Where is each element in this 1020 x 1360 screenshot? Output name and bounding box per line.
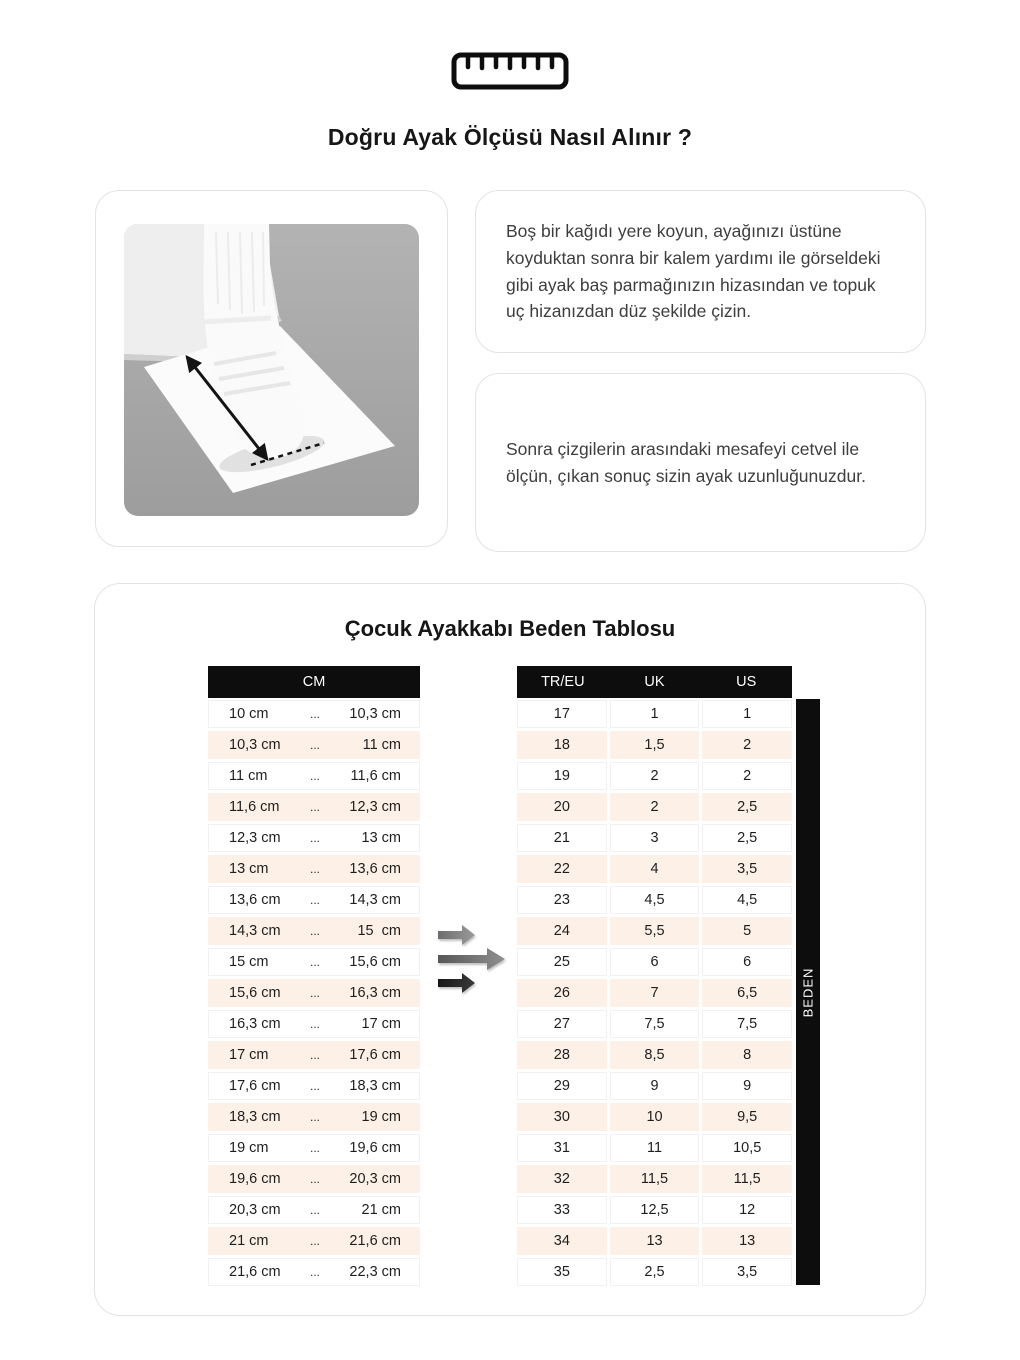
cm-to: 17,6 cm [349,1047,401,1063]
uk-cell: 12,5 [610,1196,700,1224]
size-table-row [517,1103,792,1131]
cm-from: 11 cm [229,768,268,784]
range-dots: ... [309,800,320,814]
cm-to: 16,3 cm [349,985,401,1001]
cm-from: 15 cm [229,954,269,970]
size-table-header-us: US [736,674,757,690]
us-cell: 2 [702,731,792,759]
size-table-row [517,1072,792,1100]
size-table-row [517,1041,792,1069]
us-cell: 10,5 [702,1134,792,1162]
treu-cell: 26 [517,979,607,1007]
cm-from: 19 cm [229,1140,269,1156]
uk-cell: 2,5 [610,1258,700,1286]
treu-cell: 25 [517,948,607,976]
instruction-text-1: Boş bir kağıdı yere koyun, ayağınızı üstüne koyduktan sonra bir kalem yardımı ile görseldeki gibi ayak baş parmağınızın hizasından ve topuk uç hizanızdan düz şekilde çizin. [506,221,881,322]
range-dots: ... [309,862,320,876]
range-dots: ... [309,1110,320,1124]
size-table-row [517,793,792,821]
cm-to: 10,3 cm [349,706,401,722]
cm-table-row [208,1010,420,1038]
cm-from: 17,6 cm [229,1078,281,1094]
cm-table-row [208,855,420,883]
size-table-row [517,948,792,976]
cm-to: 15 cm [357,923,401,939]
size-table-row [517,1010,792,1038]
range-dots: ... [309,955,320,969]
cm-table-row [208,979,420,1007]
cm-table-header: CM [208,666,420,698]
range-dots: ... [309,1234,320,1248]
range-dots: ... [309,831,320,845]
cm-table-row [208,762,420,790]
cm-to: 22,3 cm [349,1264,401,1280]
treu-cell: 24 [517,917,607,945]
range-dots: ... [309,924,320,938]
uk-cell: 6 [610,948,700,976]
cm-table [208,666,420,1286]
cm-table-row [208,824,420,852]
size-table [517,666,792,1286]
cm-from: 10,3 cm [229,737,281,753]
uk-cell: 8,5 [610,1041,700,1069]
size-table-row [517,700,792,728]
treu-cell: 19 [517,762,607,790]
range-dots: ... [309,1172,320,1186]
size-table-row [517,1165,792,1193]
cm-from: 20,3 cm [229,1202,281,1218]
range-dots: ... [309,1048,320,1062]
beden-side-bar [796,699,820,1285]
cm-to: 11,6 cm [350,768,401,784]
uk-cell: 11,5 [610,1165,700,1193]
cm-from: 14,3 cm [229,923,281,939]
cm-from: 10 cm [229,706,269,722]
cm-to: 20,3 cm [349,1171,401,1187]
us-cell: 6,5 [702,979,792,1007]
instruction-text-2: Sonra çizgilerin arasındaki mesafeyi cetvel ile ölçün, çıkan sonuç sizin ayak uzunluğunuzdur. [506,438,866,486]
uk-cell: 2 [610,793,700,821]
cm-from: 16,3 cm [229,1016,281,1032]
treu-cell: 20 [517,793,607,821]
cm-table-row [208,1227,420,1255]
foot-photo-illustration [124,224,419,516]
range-dots: ... [309,986,320,1000]
treu-cell: 17 [517,700,607,728]
range-dots: ... [309,893,320,907]
ruler-icon [0,52,1020,90]
cm-table-row [208,917,420,945]
us-cell: 8 [702,1041,792,1069]
treu-cell: 28 [517,1041,607,1069]
cm-to: 13,6 cm [349,861,401,877]
treu-cell: 33 [517,1196,607,1224]
uk-cell: 11 [610,1134,700,1162]
range-dots: ... [309,1141,320,1155]
cm-to: 19 cm [361,1109,401,1125]
size-table-header-treu: TR/EU [541,674,585,690]
cm-table-row [208,1103,420,1131]
cm-table-body [208,700,420,1286]
cm-to: 14,3 cm [349,892,401,908]
us-cell: 11,5 [702,1165,792,1193]
treu-cell: 21 [517,824,607,852]
cm-to: 17 cm [361,1016,401,1032]
cm-table-row [208,1258,420,1286]
cm-to: 19,6 cm [349,1140,401,1156]
cm-from: 11,6 cm [229,799,280,815]
size-table-row [517,1134,792,1162]
us-cell: 9 [702,1072,792,1100]
cm-table-row [208,1041,420,1069]
range-dots: ... [309,738,320,752]
table-title: Çocuk Ayakkabı Beden Tablosu [344,616,676,641]
range-dots: ... [309,1265,320,1279]
cm-table-row [208,1134,420,1162]
cm-to: 13 cm [361,830,401,846]
foot-measurement-photo [124,224,419,516]
size-table-row [517,824,792,852]
size-table-row [517,1196,792,1224]
treu-cell: 23 [517,886,607,914]
us-cell: 7,5 [702,1010,792,1038]
us-cell: 9,5 [702,1103,792,1131]
cm-from: 21 cm [229,1233,269,1249]
us-cell: 12 [702,1196,792,1224]
cm-table-row [208,793,420,821]
cm-table-row [208,731,420,759]
uk-cell: 1 [610,700,700,728]
uk-cell: 4,5 [610,886,700,914]
treu-cell: 18 [517,731,607,759]
cm-to: 15,6 cm [349,954,401,970]
uk-cell: 2 [610,762,700,790]
cm-from: 12,3 cm [229,830,281,846]
treu-cell: 30 [517,1103,607,1131]
cm-table-row [208,1072,420,1100]
us-cell: 3,5 [702,855,792,883]
size-table-row [517,886,792,914]
uk-cell: 7 [610,979,700,1007]
treu-cell: 31 [517,1134,607,1162]
cm-from: 17 cm [229,1047,269,1063]
cm-from: 13,6 cm [229,892,281,908]
cm-to: 12,3 cm [349,799,401,815]
cm-from: 15,6 cm [229,985,281,1001]
us-cell: 4,5 [702,886,792,914]
us-cell: 3,5 [702,1258,792,1286]
treu-cell: 29 [517,1072,607,1100]
ruler-icon-svg [451,52,569,90]
uk-cell: 3 [610,824,700,852]
transfer-arrows-icon [436,922,512,996]
cm-from: 19,6 cm [229,1171,281,1187]
size-table-row [517,855,792,883]
uk-cell: 9 [610,1072,700,1100]
uk-cell: 1,5 [610,731,700,759]
uk-cell: 5,5 [610,917,700,945]
range-dots: ... [309,707,320,721]
instruction-box-2 [475,373,926,552]
page-title: Doğru Ayak Ölçüsü Nasıl Alınır ? [327,124,693,150]
cm-from: 18,3 cm [229,1109,281,1125]
us-cell: 13 [702,1227,792,1255]
us-cell: 5 [702,917,792,945]
uk-cell: 4 [610,855,700,883]
cm-table-row [208,886,420,914]
range-dots: ... [309,1203,320,1217]
uk-cell: 7,5 [610,1010,700,1038]
range-dots: ... [309,769,320,783]
cm-table-row [208,700,420,728]
size-table-row [517,1258,792,1286]
cm-table-row [208,948,420,976]
cm-to: 11 cm [362,737,401,753]
treu-cell: 27 [517,1010,607,1038]
size-table-row [517,762,792,790]
size-table-body [517,700,792,1286]
size-table-header-uk: UK [644,674,665,690]
uk-cell: 13 [610,1227,700,1255]
us-cell: 2,5 [702,793,792,821]
size-table-card [94,583,926,1316]
cm-table-row [208,1165,420,1193]
size-table-row [517,1227,792,1255]
cm-to: 21 cm [361,1202,401,1218]
treu-cell: 35 [517,1258,607,1286]
treu-cell: 22 [517,855,607,883]
us-cell: 1 [702,700,792,728]
cm-from: 21,6 cm [229,1264,281,1280]
cm-from: 13 cm [229,861,269,877]
cm-table-row [208,1196,420,1224]
cm-to: 18,3 cm [349,1078,401,1094]
treu-cell: 32 [517,1165,607,1193]
size-table-header [517,666,792,698]
uk-cell: 10 [610,1103,700,1131]
size-table-row [517,917,792,945]
size-table-row [517,731,792,759]
us-cell: 2,5 [702,824,792,852]
us-cell: 2 [702,762,792,790]
instruction-box-1 [475,190,926,353]
size-table-row [517,979,792,1007]
us-cell: 6 [702,948,792,976]
range-dots: ... [309,1079,320,1093]
foot-photo-card [95,190,448,547]
treu-cell: 34 [517,1227,607,1255]
cm-to: 21,6 cm [349,1233,401,1249]
beden-label: BEDEN [800,967,816,1017]
range-dots: ... [309,1017,320,1031]
